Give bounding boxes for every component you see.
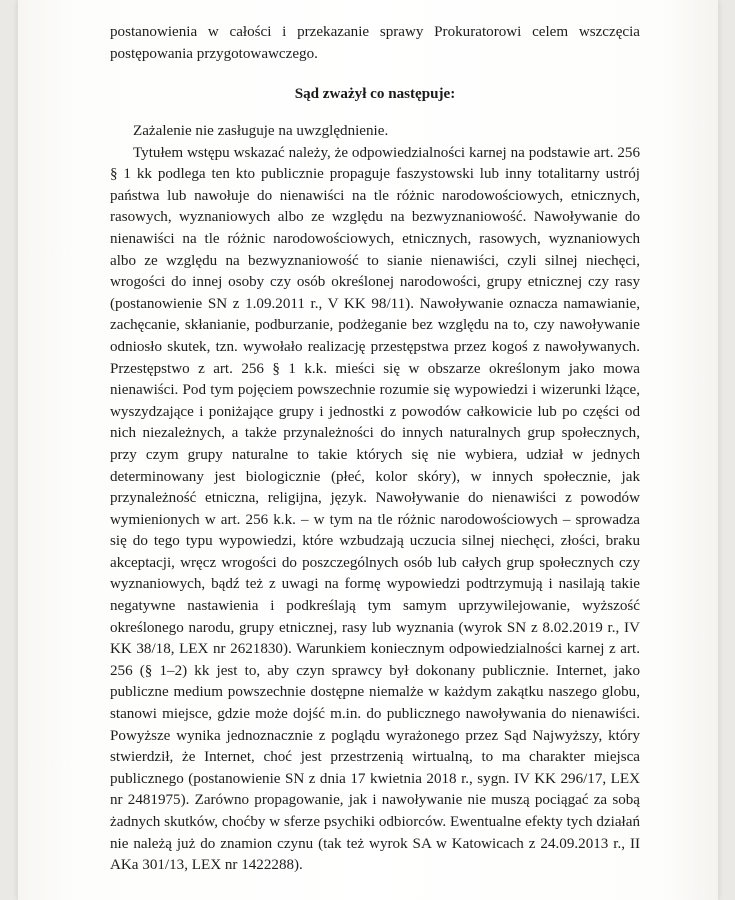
intro-text: postanowienia w całości i przekazanie sprawy Prokuratorowi celem wszczęcia postępowania przygotowawczego. <box>110 24 640 62</box>
paragraph-main: Tytułem wstępu wskazać należy, że odpowiedzialności karnej na podstawie art. 256 § 1 kk podlega ten kto publicznie propaguje faszystowski lub inny totalitarny ustrój państwa lub nawołuje do nienawiści na tle różnic narodowościowych, etnicznych, rasowych, wyznaniowych albo ze względu na bezwyznaniowość. Nawoływanie do nienawiści na tle różnic narodowościowych, etnicznych, rasowych, wyznaniowych albo ze względu na bezwyznaniowość to sianie nienawiści, czyli silnej niechęci, wrogości do innej osoby czy osób określonej narodowości, grupy etnicznej czy rasy (postanowienie SN z 1.09.2011 r., V KK 98/11). Nawoływanie oznacza namawianie, zachęcanie, skłanianie, podburzanie, podżeganie bez względu na to, czy nawoływanie odniosło skutek, tzn. wywołało realizację przestępstwa przez kogoś z nawoływanych. Przestępstwo z art. 256 § 1 k.k. mieści się w obszarze określonym jako mowa nienawiści. Pod tym pojęciem powszechnie rozumie się wypowiedzi i wizerunki lżące, wyszydzające i poniżające grupy i jednostki z powodów całkowicie lub po części od nich niezależnych, a także przynależności do innych naturalnych grup społecznych, przy czym grupy naturalne to takie których się nie wybiera, udział w jednych determinowany jest biologicznie (płeć, kolor skóry), w innych społecznie, jak przynależność etniczna, religijna, język. Nawoływanie do nienawiści z powodów wymienionych w art. 256 k.k. – w tym na tle różnic narodowościowych – sprowadza się do tego typu wypowiedzi, które wzbudzają uczucia silnej niechęci, złości, braku akceptacji, wręcz wrogości do poszczególnych osób lub całych grup społecznych czy wyznaniowych, bądź też z uwagi na formę wypowiedzi podtrzymują i nasilają takie negatywne nastawienia i podkreślają tym samym uprzywilejowanie, wyższość określonego narodu, grupy etnicznej, rasy lub wyznania (wyrok SN z 8.02.2019 r., IV KK 38/18, LEX nr 2621830). Warunkiem koniecznym odpowiedzialności karnej z art. 256 (§ 1–2) kk jest to, aby czyn sprawcy był dokonany publicznie. Internet, jako publiczne medium powszechnie dostępne niemalże w każdym zakątku naszego globu, stanowi miejsce, gdzie może dojść m.in. do publicznego nawoływania do nienawiści. Powyższe wynika jednoznacznie z poglądu wyrażonego przez Sąd Najwyższy, który stwierdził, że Internet, choć jest przestrzenią wirtualną, to ma charakter miejsca publicznego (postanowienie SN z dnia 17 kwietnia 2018 r., sygn. IV KK 296/17, LEX nr 2481975). Zarówno propagowanie, jak i nawoływanie nie muszą pociągać za sobą żadnych skutków, choćby w sferze psychiki odbiorców. Ewentualne efekty tych działań nie należą już do znamion czynu (tak też wyrok SA w Katowicach z 24.09.2013 r., II AKa 301/13, LEX nr 1422288). <box>110 144 640 874</box>
paragraph-opening: Zażalenie nie zasługuje na uwzględnienie. <box>133 123 389 139</box>
document-page <box>18 0 718 900</box>
document-body <box>110 121 640 877</box>
section-heading: Sąd zważył co następuje: <box>294 86 456 102</box>
